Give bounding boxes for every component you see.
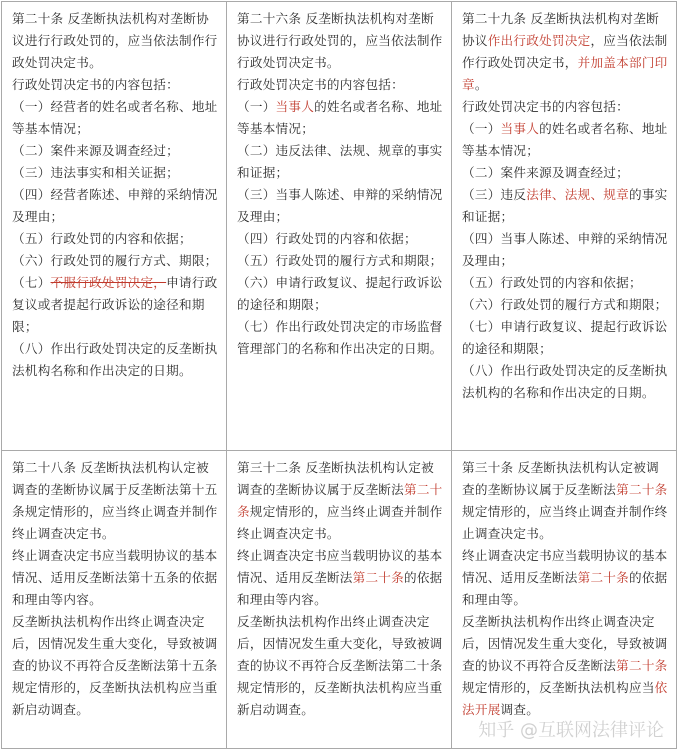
- clause-paragraph: [462, 8, 670, 96]
- clause-text: 的依据和理由等。: [462, 569, 668, 607]
- clause-text: 第三十二条 反垄断执法机构认定被调查的垄断协议属于反垄断法: [237, 459, 434, 497]
- clause-text: （六）申请行政复议、提起行政诉讼的途径和期限；: [237, 275, 443, 312]
- clause-paragraph: [462, 611, 670, 721]
- clause-text: 反垄断执法机构作出终止调查决定后，因情况发生重大变化，导致被调查的协议不再符合反垄断法第十五条规定情形的，反垄断执法机构应当重新启动调查。: [12, 613, 218, 717]
- clause-text: （三）当事人陈述、申辩的采纳情况及理由；: [237, 187, 443, 224]
- clause-paragraph: [237, 96, 445, 140]
- clause-text: （六）行政处罚的履行方式、期限；: [12, 253, 218, 268]
- clause-text: 行政处罚决定书的内容包括：: [237, 77, 404, 92]
- clause-text: 规定情形的，应当终止调查并制作终止调查决定书。: [462, 503, 668, 541]
- clause-text: 第三十条 反垄断执法机构认定被调查的垄断协议属于反垄断法: [462, 459, 659, 497]
- clause-text: （一）: [462, 121, 501, 136]
- cell-column-3-bottom: [452, 450, 677, 748]
- clause-text: 终止调查决定书应当载明协议的基本情况、适用反垄断法: [462, 547, 668, 585]
- clause-text: （七）申请行政复议、提起行政诉讼的途径和期限；: [462, 319, 668, 356]
- clause-text: 第二十条 反垄断执法机构对垄断协议进行行政处罚的，应当依法制作行政处罚决定书。: [12, 11, 218, 70]
- clause-paragraph: [237, 250, 445, 272]
- clause-paragraph: [12, 545, 220, 611]
- clause-text: 。: [474, 77, 488, 92]
- table-row-termination-decision: [2, 450, 677, 748]
- clause-paragraph: [237, 272, 445, 316]
- clause-text: ，应当依法制作行政处罚决定书，: [462, 33, 668, 70]
- clause-paragraph: [237, 140, 445, 184]
- clause-text: （二）案件来源及调查经过；: [462, 165, 629, 180]
- clause-paragraph: [462, 162, 670, 184]
- clause-text: 规定情形的，反垄断执法机构应当: [462, 679, 655, 695]
- comparison-table: [1, 1, 677, 749]
- clause-paragraph: [462, 316, 670, 360]
- clause-paragraph: [462, 272, 670, 294]
- clause-paragraph: [237, 611, 445, 721]
- clause-text: （二）违反法律、法规、规章的事实和证据；: [237, 143, 443, 180]
- clause-paragraph: [237, 228, 445, 250]
- clause-paragraph: [462, 294, 670, 316]
- amended-text: 当事人: [500, 121, 540, 136]
- clause-paragraph: [462, 118, 670, 162]
- clause-text: 反垄断执法机构作出终止调查决定后，因情况发生重大变化，导致被调查的协议不再符合反垄断法第二十条规定情形的，反垄断执法机构应当重新启动调查。: [237, 613, 443, 717]
- amended-text: 第二十条: [616, 657, 668, 673]
- clause-paragraph: [12, 338, 220, 382]
- clause-paragraph: [462, 457, 670, 545]
- amended-text: 法律、法规、规章: [526, 187, 629, 202]
- clause-paragraph: [12, 8, 220, 74]
- clause-text: 的依据和理由等内容。: [237, 569, 443, 607]
- clause-text: 第二十九条 反垄断执法机构对垄断协议: [462, 11, 659, 48]
- cell-column-2-top: [227, 2, 452, 451]
- clause-paragraph: [12, 611, 220, 721]
- clause-paragraph: [462, 184, 670, 228]
- clause-paragraph: [462, 545, 670, 611]
- amended-text: 依法开展: [462, 679, 668, 717]
- cell-column-2-bottom: [227, 450, 452, 748]
- clause-paragraph: [237, 545, 445, 611]
- amended-text: 当事人: [275, 99, 315, 114]
- clause-text: （三）违反: [462, 187, 527, 202]
- clause-paragraph: [12, 140, 220, 162]
- clause-paragraph: [12, 162, 220, 184]
- clause-text: （四）当事人陈述、申辩的采纳情况及理由；: [462, 231, 668, 268]
- clause-paragraph: [12, 250, 220, 272]
- clause-text: 行政处罚决定书的内容包括：: [12, 77, 179, 92]
- amended-text: 第二十条: [577, 569, 629, 585]
- deleted-text: 不服行政处罚决定，: [50, 275, 167, 290]
- clause-text: （二）案件来源及调查经过；: [12, 143, 179, 158]
- clause-text: （一）经营者的姓名或者名称、地址等基本情况；: [12, 99, 218, 136]
- clause-text: （五）行政处罚的履行方式和期限；: [237, 253, 443, 268]
- clause-paragraph: [12, 96, 220, 140]
- clause-paragraph: [462, 228, 670, 272]
- clause-text: （七）作出行政处罚决定的市场监督管理部门的名称和作出决定的日期。: [237, 319, 443, 356]
- clause-text: （八）作出行政处罚决定的反垄断执法机构名称和作出决定的日期。: [12, 341, 218, 378]
- clause-text: （六）行政处罚的履行方式和期限；: [462, 297, 668, 312]
- clause-paragraph: [12, 272, 220, 338]
- clause-text: （八）作出行政处罚决定的反垄断执法机构的名称和作出决定的日期。: [462, 363, 668, 400]
- clause-paragraph: [462, 360, 670, 404]
- clause-text: （一）: [237, 99, 276, 114]
- cell-column-1-bottom: [2, 450, 227, 748]
- clause-paragraph: [12, 457, 220, 545]
- clause-text: 终止调查决定书应当载明协议的基本情况、适用反垄断法第十五条的依据和理由等内容。: [12, 547, 218, 607]
- clause-text: 行政处罚决定书的内容包括：: [462, 99, 629, 114]
- clause-text: （四）行政处罚的内容和依据；: [237, 231, 417, 246]
- cell-column-3-top: [452, 2, 677, 451]
- clause-paragraph: [237, 74, 445, 96]
- amended-text: 作出行政处罚决定: [487, 33, 591, 48]
- amended-text: 第二十条: [352, 569, 404, 585]
- watermark: 知乎 @互联网法律评论: [478, 720, 664, 741]
- clause-text: 的姓名或者名称、地址等基本情况；: [237, 99, 443, 136]
- clause-text: （五）行政处罚的内容和依据；: [12, 231, 192, 246]
- table-row-penalty-decision: [2, 2, 677, 451]
- clause-text: 的事实和证据；: [462, 187, 668, 224]
- clause-text: 第二十八条 反垄断执法机构认定被调查的垄断协议属于反垄断法第十五条规定情形的，应当终止调查并制作终止调查决定书。: [12, 459, 218, 541]
- clause-paragraph: [237, 8, 445, 74]
- clause-paragraph: [237, 457, 445, 545]
- clause-text: 的姓名或者名称、地址等基本情况；: [462, 121, 668, 158]
- clause-paragraph: [237, 184, 445, 228]
- amended-text: 第二十条: [616, 481, 668, 497]
- clause-text: （四）经营者陈述、申辩的采纳情况及理由；: [12, 187, 218, 224]
- clause-text: 申请行政复议或者提起行政诉讼的途径和期限；: [12, 275, 218, 334]
- clause-paragraph: [237, 316, 445, 360]
- clause-paragraph: [462, 96, 670, 118]
- clause-text: 终止调查决定书应当载明协议的基本情况、适用反垄断法: [237, 547, 443, 585]
- clause-paragraph: [12, 74, 220, 96]
- clause-text: 规定情形的，应当终止调查并制作终止调查决定书。: [237, 503, 443, 541]
- clause-text: （三）违法事实和相关证据；: [12, 165, 179, 180]
- clause-text: 反垄断执法机构作出终止调查决定后，因情况发生重大变化，导致被调查的协议不再符合反垄断法: [462, 613, 668, 673]
- amended-text: 并加盖本部门印章: [462, 55, 668, 92]
- clause-text: （五）行政处罚的内容和依据；: [462, 275, 642, 290]
- amended-text: 第二十条: [237, 481, 443, 519]
- clause-paragraph: [12, 228, 220, 250]
- clause-text: （七）: [12, 275, 51, 290]
- clause-paragraph: [12, 184, 220, 228]
- clause-text: 调查。: [500, 701, 540, 717]
- clause-text: 第二十六条 反垄断执法机构对垄断协议进行行政处罚的，应当依法制作行政处罚决定书。: [237, 11, 443, 70]
- cell-column-1-top: [2, 2, 227, 451]
